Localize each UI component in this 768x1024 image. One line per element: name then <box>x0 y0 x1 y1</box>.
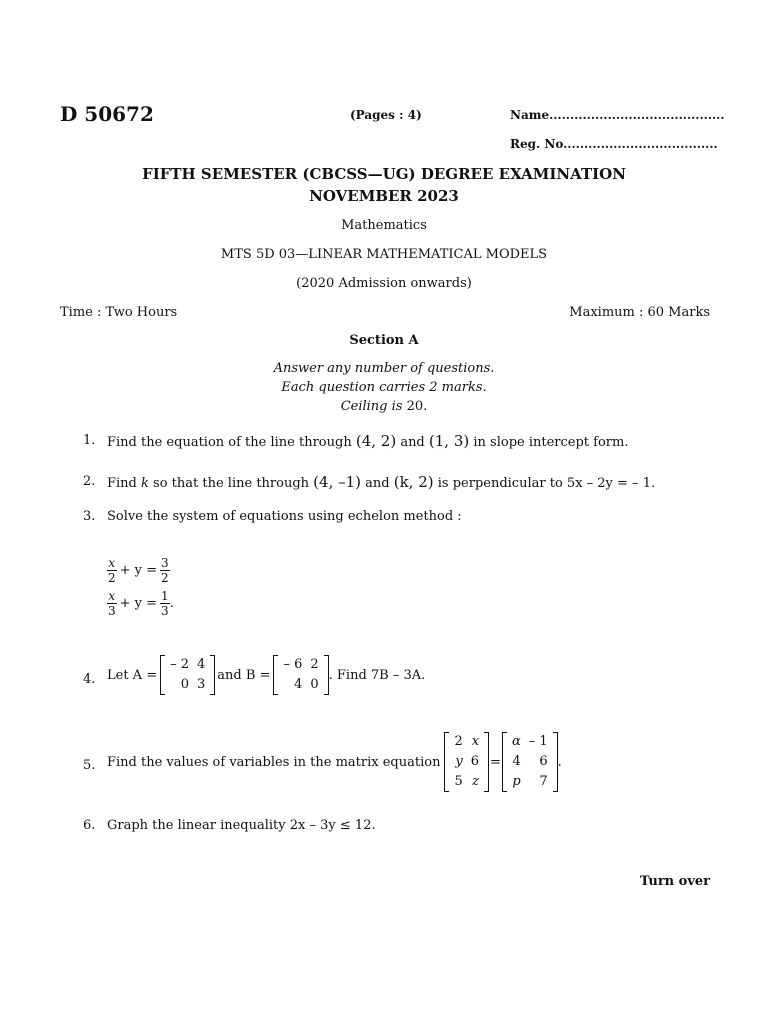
matrix-row <box>508 772 552 792</box>
question-text: Solve the system of equations using echelon method : <box>107 509 462 524</box>
matrix-cell: 4 <box>294 677 303 692</box>
numerator: 1 <box>161 589 169 603</box>
q6-inequality: 2x – 3y ≤ 12. <box>289 818 376 833</box>
denominator: 3 <box>161 604 169 618</box>
question-3 <box>0 509 768 529</box>
q4-text-post: . Find 7B – 3A. <box>328 667 426 683</box>
equation-end: . <box>557 754 562 770</box>
question-text <box>107 432 628 450</box>
matrix-cell: 6 <box>539 754 548 769</box>
matrix-left <box>444 732 489 792</box>
paper-code: D 50672 <box>60 102 154 126</box>
question-5 <box>0 732 768 792</box>
fraction <box>160 589 170 618</box>
q4-text-pre: Let A = <box>107 667 158 683</box>
equation-1 <box>107 556 170 585</box>
numerator: x <box>108 589 116 603</box>
question-number: 2. <box>83 474 96 489</box>
fraction <box>107 556 117 585</box>
section-title: Section A <box>349 333 419 348</box>
matrix-row <box>450 772 483 792</box>
matrix-b <box>273 655 328 695</box>
question-2 <box>0 473 768 493</box>
numerator: x <box>108 556 116 570</box>
equation-2 <box>107 589 174 618</box>
fraction <box>160 556 170 585</box>
q2-text-mid2: is perpendicular to <box>437 476 563 491</box>
instruction-answer: Answer any number of questions. <box>273 361 495 376</box>
question-number: 4. <box>83 672 96 687</box>
paper-title: MTS 5D 03—LINEAR MATHEMATICAL MODELS <box>220 247 548 262</box>
matrix-cell: 2 <box>310 657 319 672</box>
question-6 <box>0 818 768 838</box>
fraction <box>107 589 117 618</box>
matrix-row <box>279 655 322 675</box>
matrix-row <box>508 752 552 772</box>
question-4 <box>0 655 768 699</box>
q4-text-mid: and B = <box>217 667 271 683</box>
maximum-marks: Maximum : 60 Marks <box>569 305 710 320</box>
question-text <box>107 473 655 491</box>
q1-point-1: (4, 2) <box>355 432 397 450</box>
q2-text-and: and <box>365 476 390 491</box>
matrix-cell: 3 <box>197 677 206 692</box>
ceiling-value: 20. <box>406 399 428 414</box>
matrix-row <box>450 752 483 772</box>
matrix-cell: 7 <box>539 774 548 789</box>
q1-text-pre: Find the equation of the line through <box>107 435 352 450</box>
question-text <box>107 732 562 792</box>
denominator: 2 <box>108 571 116 585</box>
matrix-cell: α <box>511 734 521 749</box>
matrix-cell: 4 <box>197 657 206 672</box>
time-allowed: Time : Two Hours <box>60 305 178 320</box>
q1-text-mid: and <box>400 435 425 450</box>
reg-no-field-label: Reg. No..................................... <box>510 137 718 151</box>
numerator: 3 <box>161 556 169 570</box>
admission-note: (2020 Admission onwards) <box>296 276 472 291</box>
question-number: 1. <box>83 433 96 448</box>
equals-sign: = <box>490 754 501 770</box>
question-text <box>107 818 376 833</box>
matrix-row <box>450 732 483 752</box>
question-number: 3. <box>83 509 96 524</box>
matrix-row <box>166 655 209 675</box>
q2-variable-k: k <box>141 476 149 491</box>
matrix-row <box>166 675 209 695</box>
matrix-cell: – 2 <box>170 657 190 672</box>
matrix-right <box>502 732 558 792</box>
question-1 <box>0 432 768 452</box>
denominator: 2 <box>161 571 169 585</box>
turn-over: Turn over <box>639 874 710 889</box>
q2-text-pre: Find <box>107 476 137 491</box>
matrix-cell: – 6 <box>283 657 303 672</box>
q2-point-1: (4, –1) <box>313 473 361 491</box>
question-text <box>107 655 425 695</box>
instruction-marks: Each question carries 2 marks. <box>281 380 487 395</box>
equation-middle: + y = <box>119 596 158 611</box>
matrix-cell: y <box>455 754 463 769</box>
q2-line-equation: 5x – 2y = – 1. <box>566 476 656 491</box>
q6-text-pre: Graph the linear inequality <box>107 818 286 833</box>
q1-text-post: in slope intercept form. <box>473 435 629 450</box>
q2-point-2: (k, 2) <box>393 473 434 491</box>
question-number: 5. <box>83 758 96 773</box>
question-number: 6. <box>83 818 96 833</box>
matrix-cell: p <box>512 774 521 789</box>
ceiling-label: Ceiling is <box>340 399 403 414</box>
q2-text-mid: so that the line through <box>153 476 310 491</box>
q1-point-2: (1, 3) <box>428 432 470 450</box>
matrix-cell: z <box>472 774 480 789</box>
matrix-cell: – 1 <box>528 734 548 749</box>
matrix-cell: 4 <box>512 754 521 769</box>
matrix-cell: x <box>471 734 480 749</box>
matrix-row <box>279 675 322 695</box>
exam-title: FIFTH SEMESTER (CBCSS—UG) DEGREE EXAMINATION <box>142 165 626 183</box>
matrix-cell: 0 <box>310 677 319 692</box>
q5-text: Find the values of variables in the matrix equation <box>107 754 441 770</box>
matrix-cell: 6 <box>470 754 480 769</box>
matrix-row <box>508 732 552 752</box>
denominator: 3 <box>108 604 116 618</box>
matrix-a <box>160 655 215 695</box>
equation-end: . <box>169 596 174 611</box>
subject: Mathematics <box>341 218 427 233</box>
exam-month: NOVEMBER 2023 <box>309 187 459 205</box>
matrix-cell: 0 <box>180 677 190 692</box>
matrix-cell: 5 <box>454 774 463 789</box>
name-field-label: Name.......................................... <box>510 108 725 122</box>
pages-count: (Pages : 4) <box>350 108 422 122</box>
matrix-cell: 2 <box>454 734 463 749</box>
equation-middle: + y = <box>119 563 158 578</box>
instruction-ceiling <box>0 399 768 414</box>
